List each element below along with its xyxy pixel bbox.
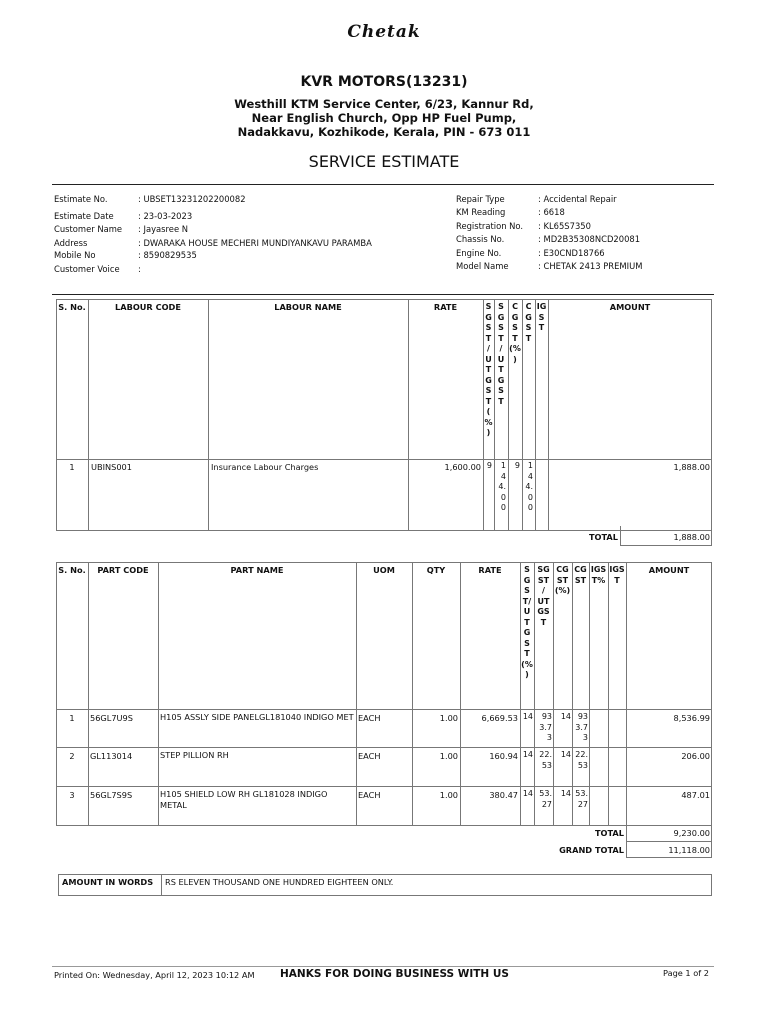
labour-total-value: 1,888.00: [673, 532, 710, 542]
part-code: GL113014: [90, 751, 133, 761]
km-reading-label: KM Reading: [456, 207, 506, 217]
labour-header-name: LABOUR NAME: [274, 302, 342, 312]
row-divider: [626, 841, 712, 842]
divider: [52, 184, 714, 185]
row-divider: [626, 857, 712, 858]
part-cgst-amt: 22. 53: [575, 750, 588, 770]
part-qty: 1.00: [439, 751, 458, 761]
customer-name-value: : Jayasree N: [138, 224, 189, 234]
mobile-no-value: : 8590829535: [138, 250, 197, 260]
parts-header-sgst-amt: SG ST / UT GS T: [537, 565, 550, 627]
part-uom: EACH: [358, 713, 381, 723]
labour-header-code: LABOUR CODE: [115, 302, 181, 312]
registration-no-value: : KL65S7350: [538, 221, 591, 231]
part-sno: 3: [69, 790, 75, 800]
labour-sno: 1: [69, 462, 75, 472]
parts-header-amount: AMOUNT: [648, 565, 690, 575]
part-code: 56GL7S9S: [90, 790, 133, 800]
grand-total-label: GRAND TOTAL: [559, 845, 624, 855]
parts-total-value: 9,230.00: [673, 828, 710, 838]
labour-header-sno: S. No.: [58, 302, 86, 312]
part-sgst-pct: 14: [522, 789, 533, 798]
chassis-no-label: Chassis No.: [456, 234, 505, 244]
grand-total-value: 11,118.00: [668, 845, 710, 855]
labour-name: Insurance Labour Charges: [211, 462, 319, 472]
customer-voice-value: :: [138, 264, 141, 274]
dealer-name: KVR MOTORS(13231): [300, 74, 468, 90]
labour-total-label: TOTAL: [588, 532, 618, 542]
part-cgst-amt: 53. 27: [575, 789, 588, 809]
dealer-address-line-1: Westhill KTM Service Center, 6/23, Kannur Rd,: [234, 97, 534, 111]
document-title: SERVICE ESTIMATE: [308, 152, 460, 171]
km-reading-value: : 6618: [538, 207, 565, 217]
part-cgst-pct: 14: [560, 712, 571, 721]
labour-sgst-amt: 1 4 4. 0 0: [498, 461, 506, 512]
labour-rate: 1,600.00: [444, 462, 481, 472]
part-name: H105 SHIELD LOW RH GL181028 INDIGO METAL: [160, 789, 328, 810]
parts-total-label: TOTAL: [594, 828, 624, 838]
part-cgst-pct: 14: [560, 789, 571, 798]
row-divider: [56, 459, 712, 460]
part-qty: 1.00: [439, 713, 458, 723]
customer-voice-label: Customer Voice: [54, 264, 120, 274]
part-sno: 2: [69, 751, 75, 761]
labour-table-border: [56, 299, 712, 531]
part-sgst-amt: 93 3.7 3: [539, 712, 552, 742]
part-sgst-amt: 22. 53: [539, 750, 552, 770]
row-divider: [620, 545, 712, 546]
col-divider: [548, 299, 549, 531]
brand-logo: Chetak: [347, 22, 421, 42]
labour-amount: 1,888.00: [673, 462, 710, 472]
col-divider: [620, 526, 621, 546]
part-code: 56GL7U9S: [90, 713, 133, 723]
col-divider: [626, 826, 627, 858]
part-qty: 1.00: [439, 790, 458, 800]
labour-code: UBINS001: [91, 462, 132, 472]
labour-header-cgst-pct: C G S T (% ): [509, 302, 521, 364]
part-cgst-amt: 93 3.7 3: [575, 712, 588, 742]
part-cgst-pct: 14: [560, 750, 571, 759]
amount-in-words-value: RS ELEVEN THOUSAND ONE HUNDRED EIGHTEEN ONLY.: [165, 877, 394, 887]
labour-header-cgst-amt: C G S T: [525, 302, 532, 343]
dealer-address-line-3: Nadakkavu, Kozhikode, Kerala, PIN - 673 011: [237, 125, 531, 139]
parts-header-name: PART NAME: [230, 565, 284, 575]
labour-sgst-pct: 9: [486, 461, 492, 470]
parts-header-cgst-pct: CG ST (%): [554, 565, 571, 595]
parts-header-igst-amt: IGS T: [609, 565, 625, 585]
divider: [52, 966, 714, 967]
labour-cgst-amt: 1 4 4. 0 0: [525, 461, 533, 512]
part-name: H105 ASSLY SIDE PANELGL181040 INDIGO MET: [160, 712, 354, 722]
engine-no-label: Engine No.: [456, 248, 502, 258]
parts-header-uom: UOM: [373, 565, 395, 575]
parts-header-rate: RATE: [478, 565, 502, 575]
registration-no-label: Registration No.: [456, 221, 524, 231]
part-rate: 160.94: [489, 751, 518, 761]
parts-header-sgst-pct: S G S T/ U T G S T (% ): [521, 565, 533, 679]
parts-header-igst-pct: IGS T%: [590, 565, 607, 585]
dealer-address-line-2: Near English Church, Opp HP Fuel Pump,: [251, 111, 517, 125]
part-sgst-pct: 14: [522, 712, 533, 721]
estimate-no-value: : UBSET13231202200082: [138, 194, 246, 204]
estimate-date-value: : 23-03-2023: [138, 211, 193, 221]
divider: [52, 294, 714, 295]
part-sgst-amt: 53. 27: [539, 789, 552, 809]
mobile-no-label: Mobile No: [54, 250, 96, 260]
part-amount: 8,536.99: [673, 713, 710, 723]
row-divider: [56, 786, 712, 787]
labour-header-amount: AMOUNT: [609, 302, 651, 312]
row-divider: [56, 709, 712, 710]
labour-header-rate: RATE: [433, 302, 458, 312]
page-number: Page 1 of 2: [663, 968, 709, 978]
amount-in-words-label: AMOUNT IN WORDS: [62, 877, 154, 887]
col-divider: [711, 530, 712, 546]
part-amount: 487.01: [681, 790, 710, 800]
model-name-label: Model Name: [456, 261, 509, 271]
labour-cgst-pct: 9: [514, 461, 520, 470]
part-sno: 1: [69, 713, 75, 723]
labour-header-sgst-pct: S G S T / U T G S T ( % ): [484, 302, 493, 437]
part-name: STEP PILLION RH: [160, 750, 229, 760]
labour-header-igst: IG S T: [536, 302, 547, 332]
col-divider: [161, 874, 162, 896]
parts-header-code: PART CODE: [97, 565, 149, 575]
chassis-no-value: : MD2B35308NCD20081: [538, 234, 641, 244]
repair-type-label: Repair Type: [456, 194, 505, 204]
row-divider: [56, 747, 712, 748]
parts-header-cgst-amt: CG ST: [574, 565, 587, 585]
part-rate: 6,669.53: [481, 713, 518, 723]
address-value: : DWARAKA HOUSE MECHERI MUNDIYANKAVU PARAMBA: [138, 238, 372, 248]
printed-on: Printed On: Wednesday, April 12, 2023 10:12 AM: [54, 970, 255, 980]
col-divider: [535, 299, 536, 531]
part-amount: 206.00: [681, 751, 710, 761]
col-divider: [208, 299, 209, 531]
estimate-date-label: Estimate Date: [54, 211, 114, 221]
labour-header-sgst-amt: S G S T / U T G S T: [497, 302, 505, 406]
col-divider: [88, 299, 89, 531]
part-uom: EACH: [358, 751, 381, 761]
estimate-no-label: Estimate No.: [54, 194, 108, 204]
engine-no-value: : E30CND18766: [538, 248, 605, 258]
model-name-value: : CHETAK 2413 PREMIUM: [538, 261, 643, 271]
part-sgst-pct: 14: [522, 750, 533, 759]
customer-name-label: Customer Name: [54, 224, 123, 234]
col-divider: [711, 826, 712, 858]
address-label: Address: [54, 238, 88, 248]
part-rate: 380.47: [489, 790, 518, 800]
repair-type-value: : Accidental Repair: [538, 194, 617, 204]
parts-header-sno: S. No.: [58, 565, 86, 575]
thanks-message: HANKS FOR DOING BUSINESS WITH US: [280, 968, 509, 980]
part-uom: EACH: [358, 790, 381, 800]
col-divider: [408, 299, 409, 531]
parts-header-qty: QTY: [426, 565, 446, 575]
